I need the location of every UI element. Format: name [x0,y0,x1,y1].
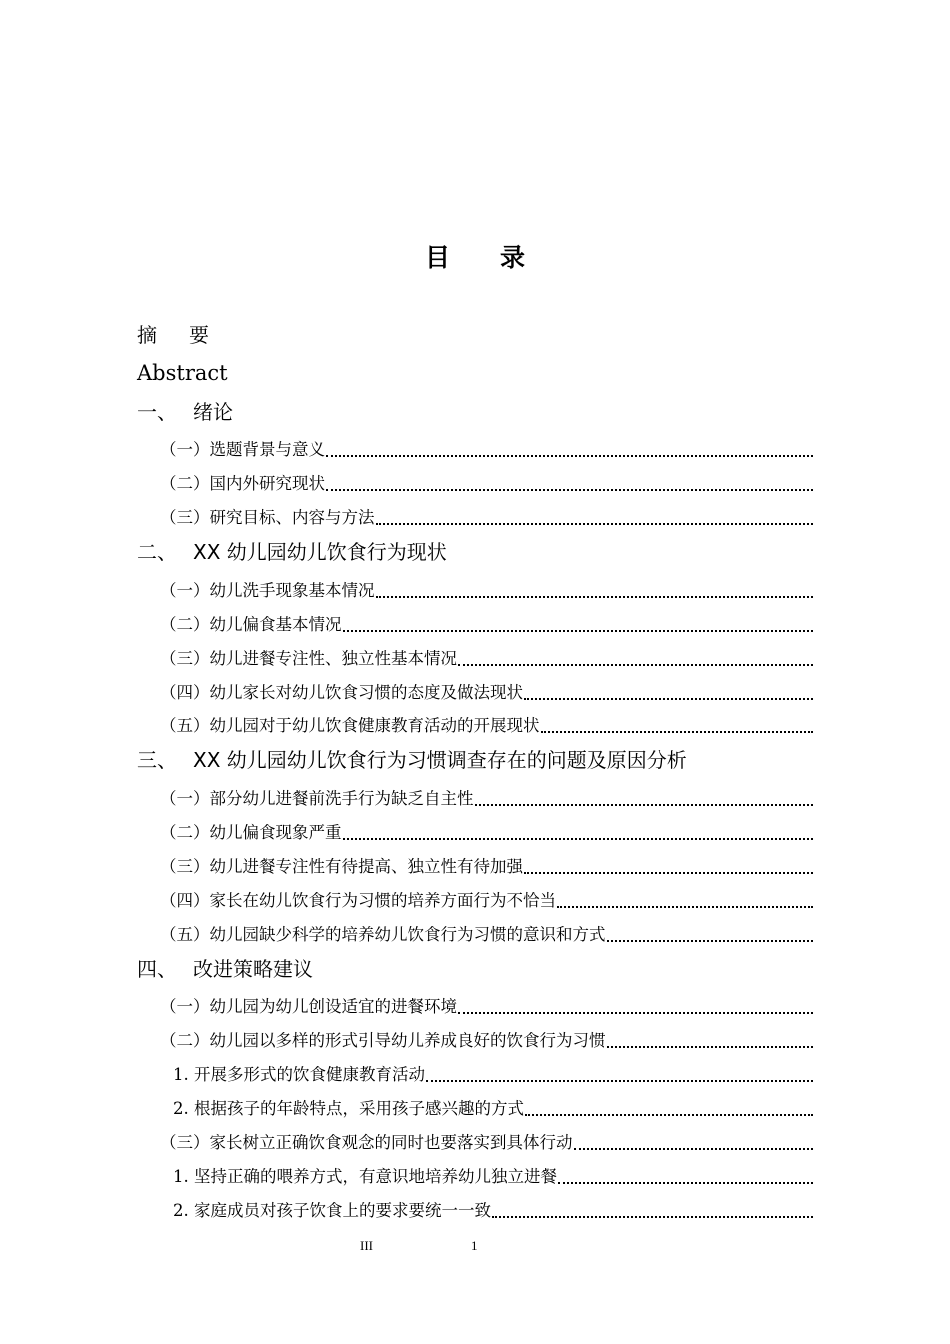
toc-entry-label: （一）部分幼儿进餐前洗手行为缺乏自主性 [160,789,474,808]
title-char-2: 录 [500,243,526,272]
toc-entry-label: 1. 坚持正确的喂养方式，有意识地培养幼儿独立进餐 [173,1167,557,1186]
dot-leader [557,906,813,908]
toc-entry[interactable] [160,996,813,1018]
toc-section-heading[interactable] [137,399,233,425]
toc-entry-label: （四）幼儿家长对幼儿饮食习惯的态度及做法现状 [160,683,523,702]
dot-leader [524,872,813,874]
dot-leader [343,838,814,840]
toc-entry[interactable] [160,580,813,602]
toc-entry[interactable] [173,1098,813,1120]
toc-entry[interactable] [160,788,813,810]
dot-leader [525,1114,813,1116]
page-number-arabic: 1 [471,1238,478,1253]
abstract-cn-char-2: 要 [189,323,209,347]
toc-entry[interactable] [160,1030,813,1052]
toc-entry-label: （三）研究目标、内容与方法 [160,508,375,527]
toc-section-heading[interactable] [137,539,447,565]
toc-entry-label: （二）国内外研究现状 [160,474,325,493]
toc-entry-label: （三）幼儿进餐专注性、独立性基本情况 [160,649,457,668]
dot-leader [607,1046,814,1048]
toc-entry[interactable] [173,1200,813,1222]
toc-entry[interactable] [160,682,813,704]
toc-entry[interactable] [173,1166,813,1188]
toc-entry-label: （二）幼儿偏食现象严重 [160,823,342,842]
toc-entry-label: 2. 家庭成员对孩子饮食上的要求要统一一致 [173,1201,491,1220]
dot-leader [376,523,814,525]
toc-section-heading[interactable] [137,747,687,773]
toc-entry-label: （一）幼儿园为幼儿创设适宜的进餐环境 [160,997,457,1016]
toc-entry[interactable] [173,1064,813,1086]
section-title: XX 幼儿园幼儿饮食行为习惯调查存在的问题及原因分析 [193,748,687,772]
toc-section-heading[interactable] [137,956,313,982]
page-title [0,238,950,274]
toc-entry[interactable] [160,1132,813,1154]
toc-entry-label: （一）幼儿洗手现象基本情况 [160,581,375,600]
dot-leader [475,804,814,806]
dot-leader [492,1216,813,1218]
section-title: 绪论 [193,400,233,424]
dot-leader [458,664,813,666]
page-number-roman: III [360,1238,373,1253]
dot-leader [326,489,813,491]
toc-entry-label: 2. 根据孩子的年龄特点，采用孩子感兴趣的方式 [173,1099,524,1118]
toc-entry-label: （三）家长树立正确饮食观念的同时也要落实到具体行动 [160,1133,573,1152]
section-number: 三、 [137,748,177,772]
section-title: XX 幼儿园幼儿饮食行为现状 [193,540,447,564]
toc-entry-label: （二）幼儿园以多样的形式引导幼儿养成良好的饮食行为习惯 [160,1031,606,1050]
section-number: 二、 [137,540,177,564]
toc-entry-label: （四）家长在幼儿饮食行为习惯的培养方面行为不恰当 [160,891,556,910]
toc-entry-label: （一）选题背景与意义 [160,440,325,459]
section-number: 一、 [137,400,177,424]
dot-leader [376,596,814,598]
toc-entry-label: （三）幼儿进餐专注性有待提高、独立性有待加强 [160,857,523,876]
dot-leader [574,1148,814,1150]
toc-entry[interactable] [160,439,813,461]
toc-entry-label: 1. 开展多形式的饮食健康教育活动 [173,1065,425,1084]
section-number: 四、 [137,957,177,981]
dot-leader [326,455,813,457]
toc-entry[interactable] [160,648,813,670]
dot-leader [541,731,814,733]
toc-entry[interactable] [160,614,813,636]
title-char-1: 目 [424,243,450,272]
dot-leader [524,698,813,700]
toc-entry[interactable] [160,715,813,737]
toc-entry-label: （五）幼儿园缺少科学的培养幼儿饮食行为习惯的意识和方式 [160,925,606,944]
section-title: 改进策略建议 [193,957,313,981]
toc-entry-label: （二）幼儿偏食基本情况 [160,615,342,634]
toc-entry[interactable] [160,507,813,529]
abstract-cn-char-1: 摘 [137,323,157,347]
dot-leader [607,940,814,942]
dot-leader [558,1182,813,1184]
toc-abstract-cn[interactable] [137,322,209,348]
toc-entry[interactable] [160,473,813,495]
dot-leader [458,1012,813,1014]
toc-abstract-en[interactable]: Abstract [137,361,228,385]
dot-leader [426,1080,813,1082]
dot-leader [343,630,814,632]
toc-entry[interactable] [160,924,813,946]
toc-entry[interactable] [160,890,813,912]
toc-entry[interactable] [160,856,813,878]
toc-entry[interactable] [160,822,813,844]
toc-entry-label: （五）幼儿园对于幼儿饮食健康教育活动的开展现状 [160,716,540,735]
